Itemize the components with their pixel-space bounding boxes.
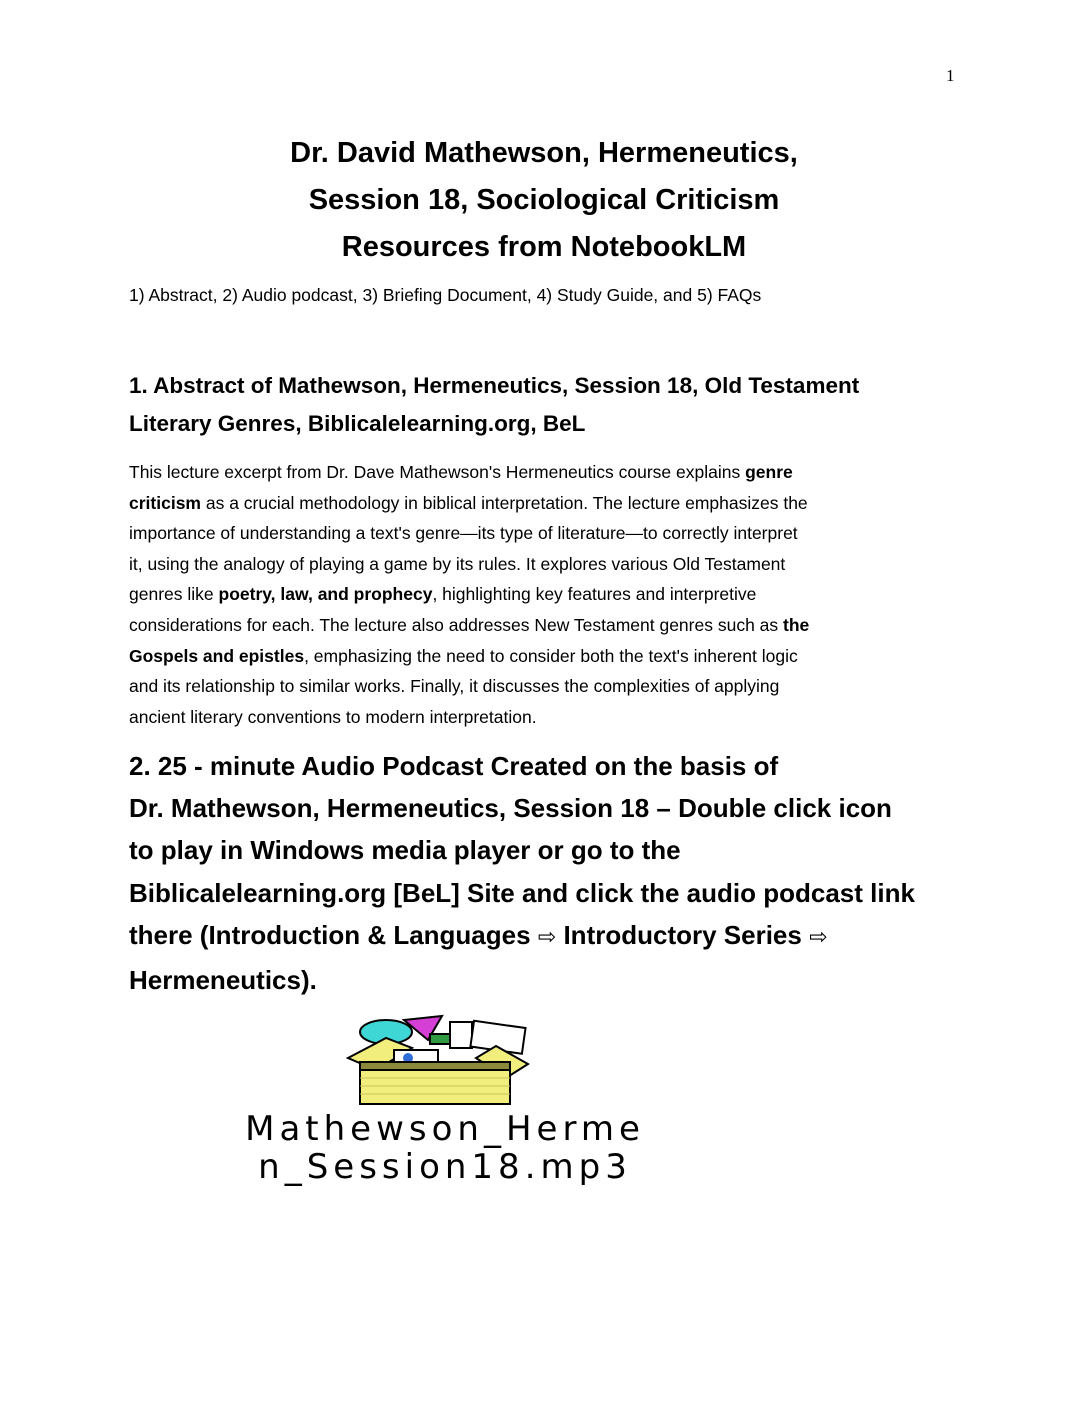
podcast-heading [129, 745, 969, 1001]
podcast-text: there (Introduction & Languages [129, 919, 538, 950]
abstract-line-1 [129, 457, 959, 488]
title-line-3: Resources from NotebookLM [341, 231, 747, 263]
podcast-heading-line-4: Biblicalelearning.org [BeL] Site and click the audio podcast link [129, 877, 915, 908]
abstract-line-8: and its relationship to similar works. Finally, it discusses the complexities of applying [129, 676, 780, 697]
abstract-bold-text: criticism [129, 492, 201, 513]
abstract-heading-line-1: 1. Abstract of Mathewson, Hermeneutics, Session 18, Old Testament [129, 373, 860, 398]
abstract-heading-line-2: Literary Genres, Biblicalelearning.org, BeL [129, 411, 586, 436]
resources-list: 1) Abstract, 2) Audio podcast, 3) Briefing Document, 4) Study Guide, and 5) FAQs [129, 285, 762, 305]
podcast-heading-line-6: Hermeneutics). [129, 965, 317, 996]
abstract-line-3: importance of understanding a text's genre—its type of literature—to correctly interpret [129, 523, 798, 544]
abstract-line-5 [129, 579, 959, 610]
abstract-bold-text: Gospels and epistles [129, 645, 305, 666]
podcast-text: Introductory Series [556, 919, 810, 950]
abstract-heading [129, 367, 959, 443]
title-line-2: Session 18, Sociological Criticism [308, 184, 780, 216]
package-icon[interactable] [346, 1012, 530, 1106]
abstract-line-2 [129, 488, 959, 519]
media-filename-line-2: n_Session18.mp3 [258, 1147, 632, 1187]
podcast-heading-line-5 [129, 914, 969, 959]
right-arrow-icon: ⇨ [809, 924, 828, 950]
abstract-text: considerations for each. The lecture also addresses New Testament genres such as [129, 614, 784, 635]
page-number: 1 [946, 66, 955, 85]
abstract-line-9: ancient literary conventions to modern interpretation. [129, 706, 537, 727]
abstract-line-7 [129, 641, 959, 672]
abstract-text: This lecture excerpt from Dr. Dave Mathewson's Hermeneutics course explains [129, 462, 746, 482]
abstract-bold-text: poetry, law, and prophecy [218, 584, 433, 605]
right-arrow-icon: ⇨ [537, 924, 557, 950]
abstract-line-4: it, using the analogy of playing a game by its rules. It explores various Old Testament [129, 553, 786, 574]
abstract-text: , emphasizing the need to consider both the text's inherent logic [304, 645, 798, 666]
document-title [0, 130, 1088, 271]
media-filename-label[interactable] [135, 1110, 755, 1186]
podcast-heading-line-1: 2. 25 - minute Audio Podcast Created on the basis of [129, 751, 779, 781]
title-line-1: Dr. David Mathewson, Hermeneutics, [290, 137, 798, 169]
abstract-line-6 [129, 610, 959, 641]
abstract-paragraph [129, 457, 959, 732]
abstract-bold-text: genre [745, 462, 793, 482]
abstract-text: as a crucial methodology in biblical interpretation. The lecture emphasizes the [200, 492, 808, 513]
abstract-text: , highlighting key features and interpretive [432, 584, 757, 605]
podcast-heading-line-3: to play in Windows media player or go to the [129, 835, 681, 866]
podcast-heading-line-2: Dr. Mathewson, Hermeneutics, Session 18 – Double click icon [129, 793, 892, 824]
abstract-text: genres like [129, 584, 219, 605]
media-filename-line-1: Mathewson_Herme [245, 1109, 645, 1149]
abstract-bold-text: the [783, 614, 810, 635]
